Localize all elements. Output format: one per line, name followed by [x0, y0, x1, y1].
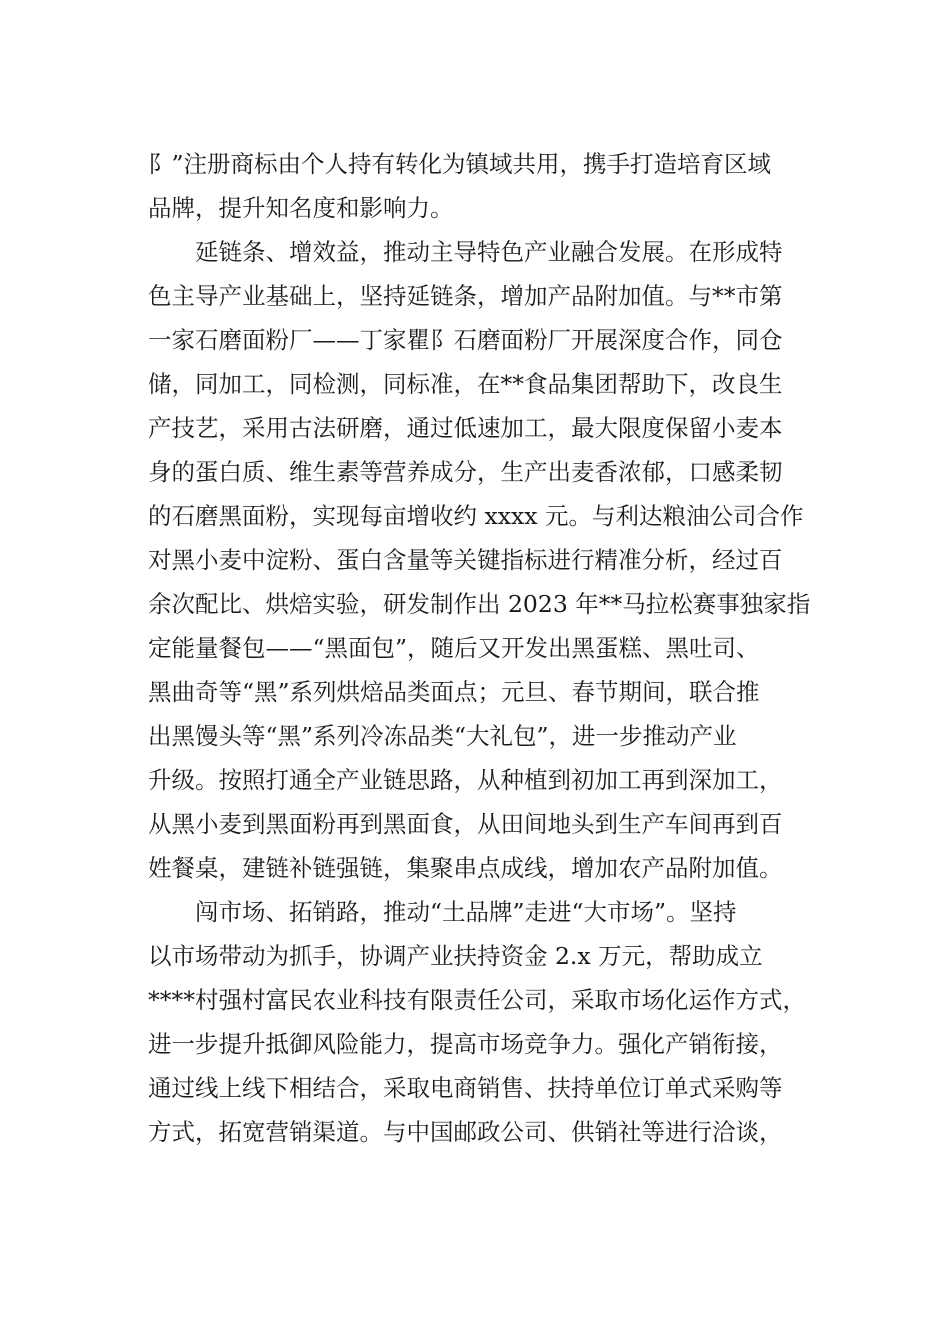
text-line: 升级。按照打通全产业链思路，从种植到初加工再到深加工， — [148, 766, 783, 794]
text-line: 定能量餐包——“黑面包”，随后又开发出黑蛋糕、黑吐司、 — [148, 634, 760, 662]
text-line: 产技艺，采用古法研磨，通过低速加工，最大限度保留小麦本 — [148, 414, 783, 442]
text-line: 通过线上线下相结合，采取电商销售、扶持单位订单式采购等 — [148, 1074, 783, 1102]
text-line: 姓餐桌，建链补链强链，集聚串点成线，增加农产品附加值。 — [148, 854, 783, 882]
text-line: 方式，拓宽营销渠道。与中国邮政公司、供销社等进行洽谈， — [148, 1118, 783, 1146]
text-line: 一家石磨面粉厂——丁家瞿阝石磨面粉厂开展深度合作，同仓 — [148, 326, 783, 354]
text-line: 身的蛋白质、维生素等营养成分，生产出麦香浓郁，口感柔韧 — [148, 458, 783, 486]
text-line: 延链条、增效益，推动主导特色产业融合发展。在形成特 — [148, 238, 783, 266]
text-line: 阝”注册商标由个人持有转化为镇域共用，携手打造培育区域 — [148, 150, 772, 178]
text-line: 品牌，提升知名度和影响力。 — [148, 194, 454, 222]
text-line: 出黑馒头等“黑”系列冷冻品类“大礼包”，进一步推动产业 — [148, 722, 737, 750]
text-line: 从黑小麦到黑面粉再到黑面食，从田间地头到生产车间再到百 — [148, 810, 783, 838]
text-line: 进一步提升抵御风险能力，提高市场竞争力。强化产销衔接， — [148, 1030, 783, 1058]
body-text — [148, 142, 828, 1154]
text-line: 对黑小麦中淀粉、蛋白含量等关键指标进行精准分析，经过百 — [148, 546, 783, 574]
text-line: ****村强村富民农业科技有限责任公司，采取市场化运作方式， — [148, 986, 806, 1014]
text-line: 色主导产业基础上，坚持延链条，增加产品附加值。与**市第 — [148, 282, 783, 310]
text-line: 的石磨黑面粉，实现每亩增收约 xxxx 元。与利达粮油公司合作 — [148, 502, 804, 530]
text-line: 储，同加工，同检测，同标准，在**食品集团帮助下，改良生 — [148, 370, 783, 398]
text-line: 以市场带动为抓手，协调产业扶持资金 2.x 万元，帮助成立 — [148, 942, 763, 970]
text-line: 余次配比、烘焙实验，研发制作出 2023 年**马拉松赛事独家指 — [148, 590, 811, 618]
text-line: 黑曲奇等“黑”系列烘焙品类面点；元旦、春节期间，联合推 — [148, 678, 760, 706]
text-line: 闯市场、拓销路，推动“土品牌”走进“大市场”。坚持 — [148, 898, 737, 926]
